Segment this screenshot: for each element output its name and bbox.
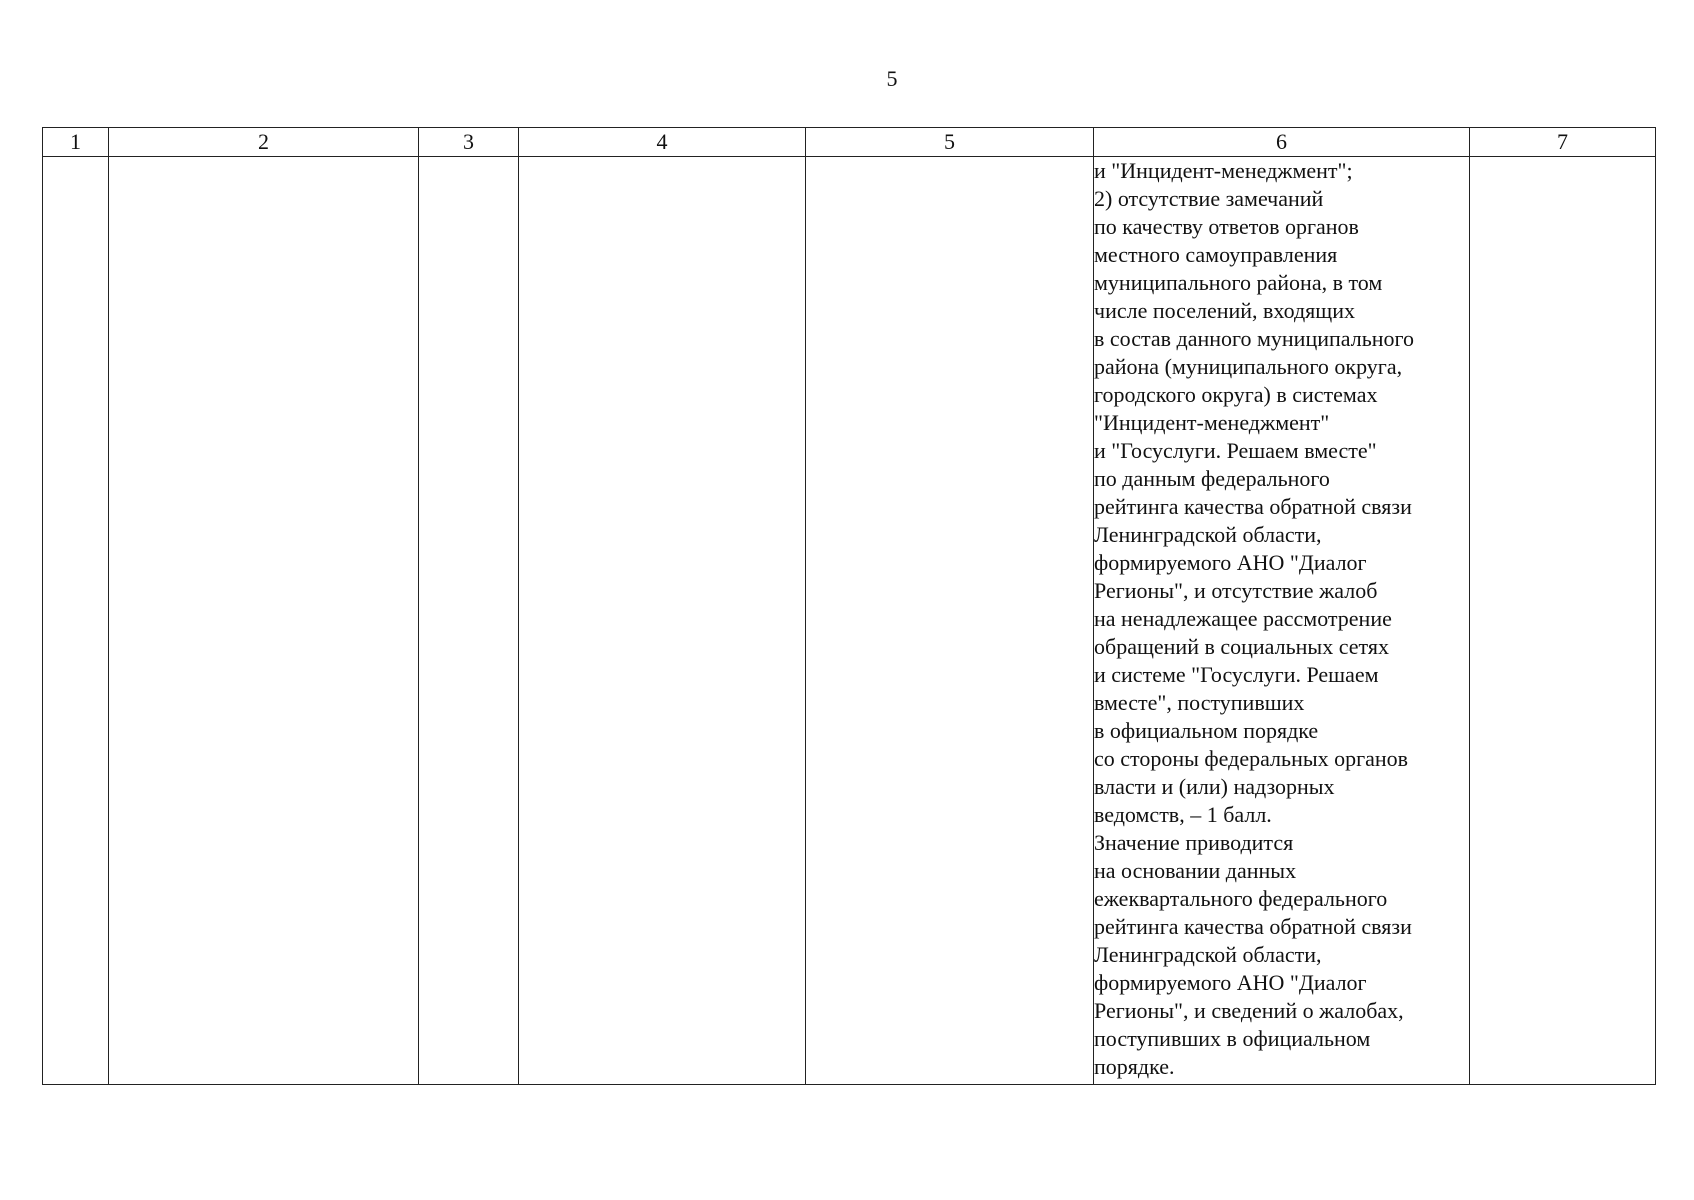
text-line: Ленинградской области, xyxy=(1094,522,1322,547)
text-line: формируемого АНО "Диалог xyxy=(1094,550,1367,575)
text-line: числе поселений, входящих xyxy=(1094,298,1355,323)
text-line: поступивших в официальном xyxy=(1094,1026,1371,1051)
text-line: района (муниципального округа, xyxy=(1094,354,1403,379)
text-line: по данным федерального xyxy=(1094,466,1330,491)
cell-col-1 xyxy=(43,157,109,1085)
text-line: формируемого АНО "Диалог xyxy=(1094,970,1367,995)
text-line: муниципального района, в том xyxy=(1094,270,1383,295)
text-line: Значение приводится xyxy=(1094,830,1294,855)
text-line: на основании данных xyxy=(1094,858,1297,883)
text-line: Ленинградской области, xyxy=(1094,942,1322,967)
text-line: рейтинга качества обратной связи xyxy=(1094,914,1412,939)
text-line: порядке. xyxy=(1094,1054,1175,1079)
text-line: 2) отсутствие замечаний xyxy=(1094,186,1324,211)
text-line: со стороны федеральных органов xyxy=(1094,746,1409,771)
column-header-4: 4 xyxy=(519,128,806,157)
column-header-6: 6 xyxy=(1094,128,1470,157)
cell-col-6-criteria-text xyxy=(1094,157,1470,1085)
text-line: Регионы", и отсутствие жалоб xyxy=(1094,578,1378,603)
text-line: и системе "Госуслуги. Решаем xyxy=(1094,662,1379,687)
cell-col-3 xyxy=(419,157,519,1085)
text-line: местного самоуправления xyxy=(1094,242,1338,267)
text-line: городского округа) в системах xyxy=(1094,382,1378,407)
text-line: в состав данного муниципального xyxy=(1094,326,1414,351)
text-line: рейтинга качества обратной связи xyxy=(1094,494,1412,519)
cell-col-7 xyxy=(1470,157,1656,1085)
text-line: ведомств, – 1 балл. xyxy=(1094,802,1272,827)
text-line: по качеству ответов органов xyxy=(1094,214,1359,239)
table-row xyxy=(43,157,1656,1085)
cell-col-4 xyxy=(519,157,806,1085)
text-line: "Инцидент-менеджмент" xyxy=(1094,410,1330,435)
document-table xyxy=(42,127,1656,1085)
text-line: ежеквартального федерального xyxy=(1094,886,1388,911)
column-header-7: 7 xyxy=(1470,128,1656,157)
text-line: власти и (или) надзорных xyxy=(1094,774,1335,799)
text-line: и "Госуслуги. Решаем вместе" xyxy=(1094,438,1377,463)
column-header-1: 1 xyxy=(43,128,109,157)
column-header-5: 5 xyxy=(806,128,1094,157)
page-number: 5 xyxy=(886,66,898,91)
text-line: обращений в социальных сетях xyxy=(1094,634,1389,659)
column-header-3: 3 xyxy=(419,128,519,157)
cell-col-2 xyxy=(109,157,419,1085)
text-line: вместе", поступивших xyxy=(1094,690,1305,715)
text-line: на ненадлежащее рассмотрение xyxy=(1094,606,1392,631)
cell-col-5 xyxy=(806,157,1094,1085)
column-header-2: 2 xyxy=(109,128,419,157)
text-line: Регионы", и сведений о жалобах, xyxy=(1094,998,1404,1023)
header-row xyxy=(43,128,1656,157)
text-line: в официальном порядке xyxy=(1094,718,1319,743)
text-line: и "Инцидент-менеджмент"; xyxy=(1094,158,1353,183)
